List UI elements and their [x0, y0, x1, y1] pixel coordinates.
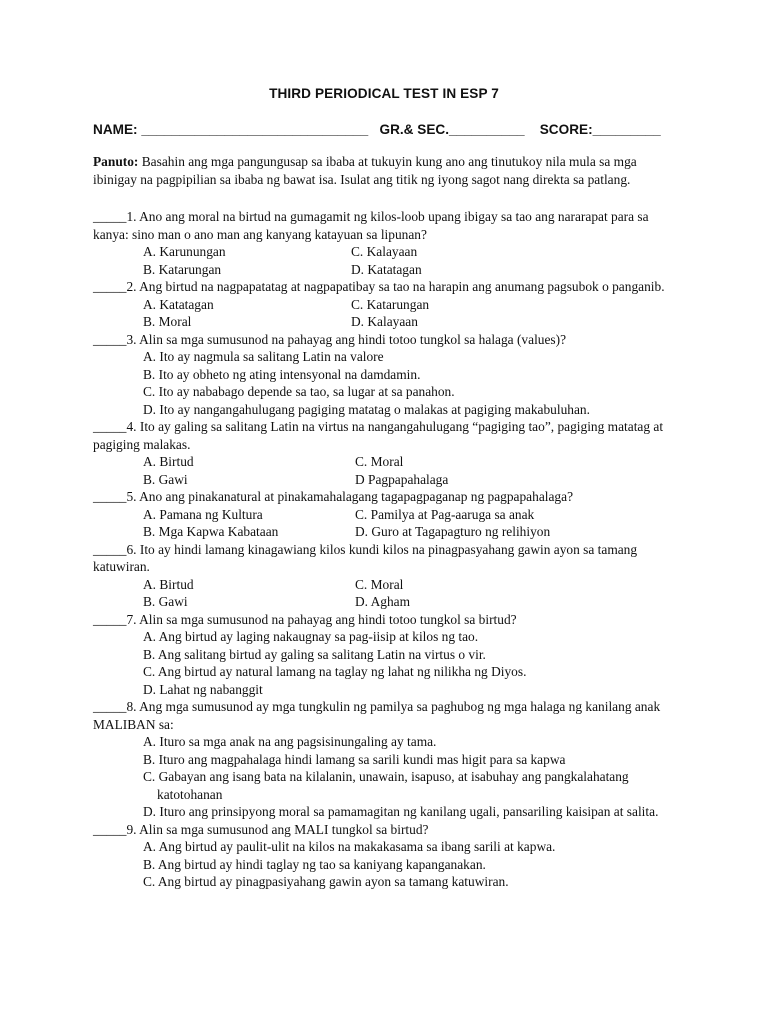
grsec-label: GR.& SEC.: [379, 122, 449, 137]
question-item: [93, 821, 683, 891]
question-text: _____9. Alin sa mga sumusunod ang MALI tungkol sa birtud?: [93, 821, 429, 837]
choices: [93, 348, 683, 418]
choice-option: B. Gawi: [143, 594, 188, 609]
page-title: THIRD PERIODICAL TEST IN ESP 7: [269, 86, 499, 101]
instructions-label: Panuto:: [93, 154, 139, 169]
choice-option: D. Agham: [355, 594, 411, 609]
question-text: _____1. Ano ang moral na birtud na gumagamit ng kilos-loob upang ibigay sa tao ang nararapat para sa kanya: sino man o ano man ang kanyang katayuan sa lipunan?: [93, 209, 649, 242]
question-text: _____4. Ito ay galing sa salitang Latin na virtus na nangangahulugang “pagiging tao”, pagiging matatag at pagiging malakas.: [93, 419, 664, 452]
choice-option: D. Kalayaan: [351, 314, 418, 329]
question-text: _____2. Ang birtud na nagpapatatag at nagpapatibay sa tao na harapin ang anumang pagsubok o panganib.: [93, 279, 665, 294]
name-blank: ______________________________: [141, 122, 369, 137]
question-text: _____3. Alin sa mga sumusunod na pahayag ang hindi totoo tungkol sa halaga (values)?: [93, 331, 567, 347]
choice-option: C. Pamilya at Pag-aaruga sa anak: [355, 506, 535, 522]
choice-option: D. Lahat ng nabanggit: [143, 681, 263, 697]
choice-option: D. Ito ay nangangahulugang pagiging matatag o malakas at pagiging makabuluhan.: [143, 401, 590, 417]
question-item: [93, 331, 683, 419]
choice-option: A. Ito ay nagmula sa salitang Latin na valore: [143, 349, 384, 364]
question-text: _____7. Alin sa mga sumusunod na pahayag ang hindi totoo tungkol sa birtud?: [93, 611, 517, 627]
choice-option: A. Ituro sa mga anak na ang pagsisinungaling ay tama.: [143, 734, 437, 749]
student-info-row: [93, 122, 693, 137]
choice-option: A. Ang birtud ay laging nakaugnay sa pag-iisip at kilos ng tao.: [143, 629, 479, 644]
choice-row: [93, 313, 683, 331]
question-item: [93, 208, 683, 278]
choices: [93, 296, 683, 331]
score-label: SCORE:: [539, 122, 593, 137]
question-item: [93, 698, 683, 821]
instructions-text: Basahin ang mga pangungusap sa ibaba at tukuyin kung ano ang tinutukoy nila mula sa mga ibinigay na pagpipilian sa ibaba ng bawat isa. Isulat ang titik ng iyong sagot nang direkta sa patlang.: [93, 154, 637, 187]
question-item: [93, 278, 683, 331]
choices: [93, 243, 683, 278]
choice-option: C. Ito ay nababago depende sa tao, sa lugar at sa panahon.: [143, 384, 455, 399]
choice-option: A. Ang birtud ay paulit-ulit na kilos na makakasama sa ibang sarili at kapwa.: [143, 839, 556, 854]
choice-row: [93, 471, 683, 489]
choice-row: [93, 453, 683, 471]
question-item: [93, 418, 683, 488]
choice-option: A. Katatagan: [143, 296, 214, 312]
choice-option: B. Katarungan: [143, 261, 222, 277]
choice-option: C. Kalayaan: [351, 244, 418, 259]
choice-option: B. Ang birtud ay hindi taglay ng tao sa kaniyang kapanganakan.: [143, 856, 486, 872]
choice-option: A. Birtud: [143, 454, 194, 469]
choice-row: [93, 576, 683, 594]
score-blank: _________: [592, 122, 661, 137]
choice-option: A. Birtud: [143, 576, 194, 592]
question-item: [93, 541, 683, 611]
choice-option: C. Ang birtud ay pinagpasiyahang gawin ayon sa tamang katuwiran.: [143, 874, 509, 889]
choice-option: B. Ang salitang birtud ay galing sa salitang Latin na virtus o vir.: [143, 646, 486, 662]
question-item: [93, 611, 683, 699]
choice-row: [93, 296, 683, 314]
choice-option: D. Ituro ang prinsipyong moral sa pamamagitan ng kanilang ugali, pansariling kaisipan at salita.: [143, 804, 659, 819]
choice-row: [93, 593, 683, 611]
choice-option: D. Guro at Tagapagturo ng relihiyon: [355, 524, 551, 539]
question-text: _____6. Ito ay hindi lamang kinagawiang kilos kundi kilos na pinagpasyahang gawin ayon sa tamang katuwiran.: [93, 541, 638, 574]
choice-row: [93, 523, 683, 541]
question-item: [93, 488, 683, 541]
choice-row: [93, 243, 683, 261]
choices: [93, 838, 683, 891]
choices: [93, 506, 683, 541]
question-text: _____5. Ano ang pinakanatural at pinakamahalagang tagapagpaganap ng pagpapahalaga?: [93, 489, 574, 504]
choice-option: B. Ito ay obheto ng ating intensyonal na damdamin.: [143, 366, 421, 382]
question-list: [93, 208, 683, 891]
choices: [93, 453, 683, 488]
choice-option: B. Gawi: [143, 471, 188, 487]
choice-option: C. Katarungan: [351, 296, 430, 312]
grsec-blank: __________: [449, 122, 525, 137]
choice-option: D Pagpapahalaga: [355, 471, 449, 487]
choices: [93, 733, 683, 821]
choice-option: C. Gabayan ang isang bata na kilalanin, unawain, isapuso, at isabuhay ang pangkalahatang katotohanan: [143, 769, 629, 802]
choice-option: C. Moral: [355, 576, 404, 592]
choice-option: A. Karunungan: [143, 244, 226, 259]
choice-row: [93, 261, 683, 279]
choice-option: D. Katatagan: [351, 261, 422, 277]
question-text: _____8. Ang mga sumusunod ay mga tungkulin ng pamilya sa paghubog ng mga halaga ng kanilang anak MALIBAN sa:: [93, 699, 661, 732]
choice-option: C. Ang birtud ay natural lamang na taglay ng lahat ng nilikha ng Diyos.: [143, 664, 527, 679]
choice-option: B. Ituro ang magpahalaga hindi lamang sa sarili kundi mas higit para sa kapwa: [143, 751, 566, 767]
choice-row: [93, 506, 683, 524]
choices: [93, 628, 683, 698]
name-label: NAME:: [93, 122, 138, 137]
instructions: [93, 153, 683, 188]
choices: [93, 576, 683, 611]
choice-option: A. Pamana ng Kultura: [143, 506, 263, 522]
choice-option: B. Mga Kapwa Kabataan: [143, 524, 279, 539]
choice-option: B. Moral: [143, 314, 192, 329]
choice-option: C. Moral: [355, 454, 404, 469]
